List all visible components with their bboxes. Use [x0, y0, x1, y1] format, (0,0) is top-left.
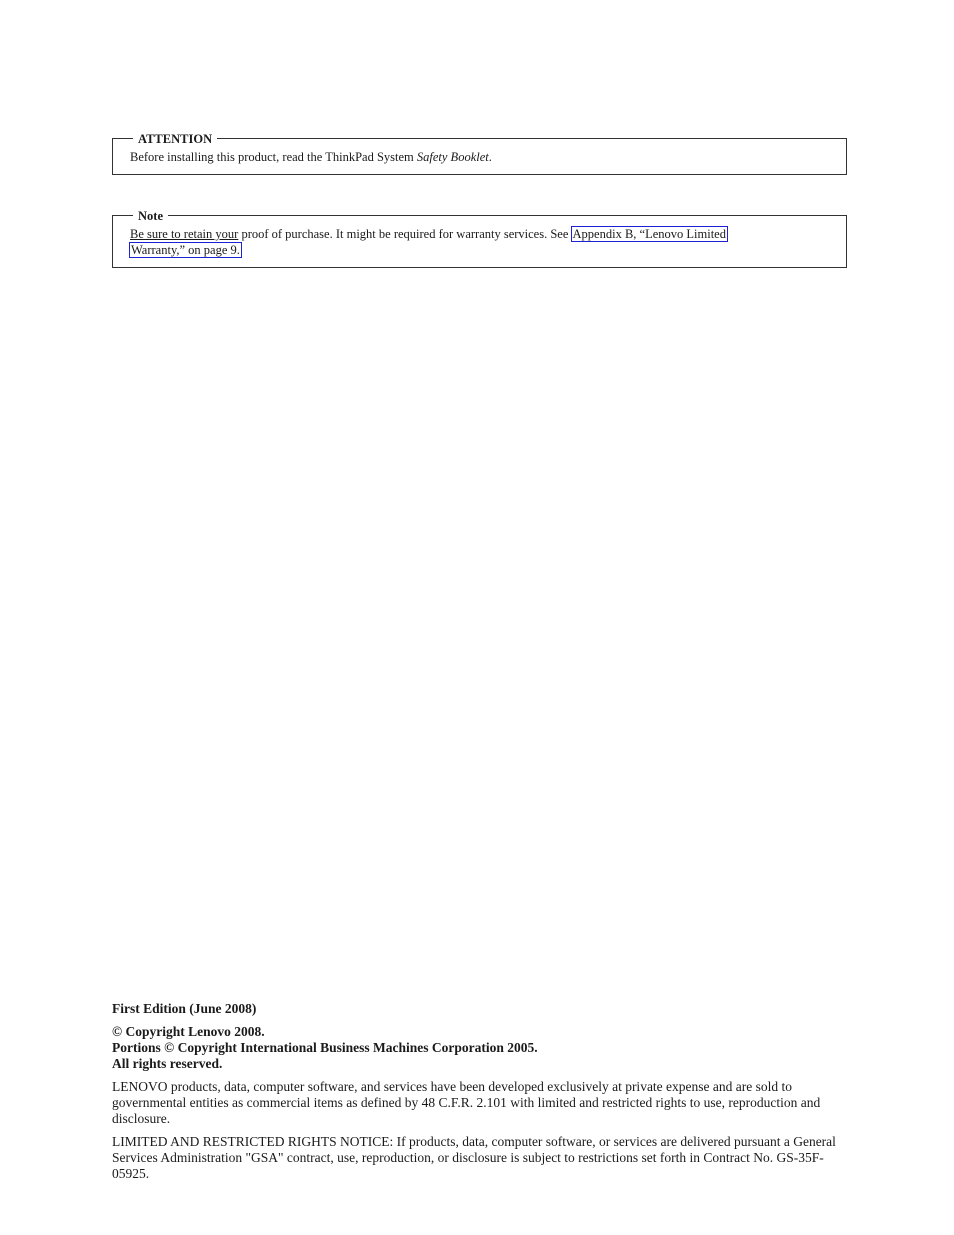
edition-title: First Edition (June 2008) — [112, 1001, 257, 1016]
note-text-plain: proof of purchase. It might be required for warranty services. See — [238, 227, 572, 241]
rights-reserved: All rights reserved. — [112, 1056, 223, 1071]
warranty-link-line1[interactable]: Appendix B, “Lenovo Limited — [572, 227, 726, 241]
attention-text-after: . — [488, 150, 492, 164]
copyright-lenovo: © Copyright Lenovo 2008. — [112, 1024, 265, 1039]
restricted-rights-paragraph: LIMITED AND RESTRICTED RIGHTS NOTICE: If products, data, computer software, or services are delivered pursuant a General Services Administration "GSA" contract, use, reproduction, or disclosure is subject to restrictions set forth in Contract No. GS-35F-05925. — [112, 1134, 836, 1181]
edition-notice — [112, 1001, 852, 1182]
commercial-items-paragraph: LENOVO products, data, computer software, and services have been developed exclusively at private expense and are sold to governmental entities as commercial items as defined by 48 C.F.R. 2.101 with limited and restricted rights to use, reproduction and disclosure. — [112, 1079, 821, 1126]
copyright-ibm: Portions © Copyright International Business Machines Corporation 2005. — [112, 1040, 538, 1055]
note-text — [130, 226, 834, 258]
attention-text — [130, 149, 834, 165]
attention-text-before: Before installing this product, read the ThinkPad System — [130, 150, 417, 164]
note-box — [112, 209, 847, 268]
note-label: Note — [133, 209, 168, 223]
attention-box — [112, 132, 847, 175]
note-text-underlined: Be sure to retain your — [130, 227, 239, 241]
warranty-link-line2[interactable]: Warranty,” on page 9. — [131, 243, 240, 257]
attention-label: ATTENTION — [133, 132, 217, 146]
safety-booklet-title: Safety Booklet — [416, 150, 489, 164]
